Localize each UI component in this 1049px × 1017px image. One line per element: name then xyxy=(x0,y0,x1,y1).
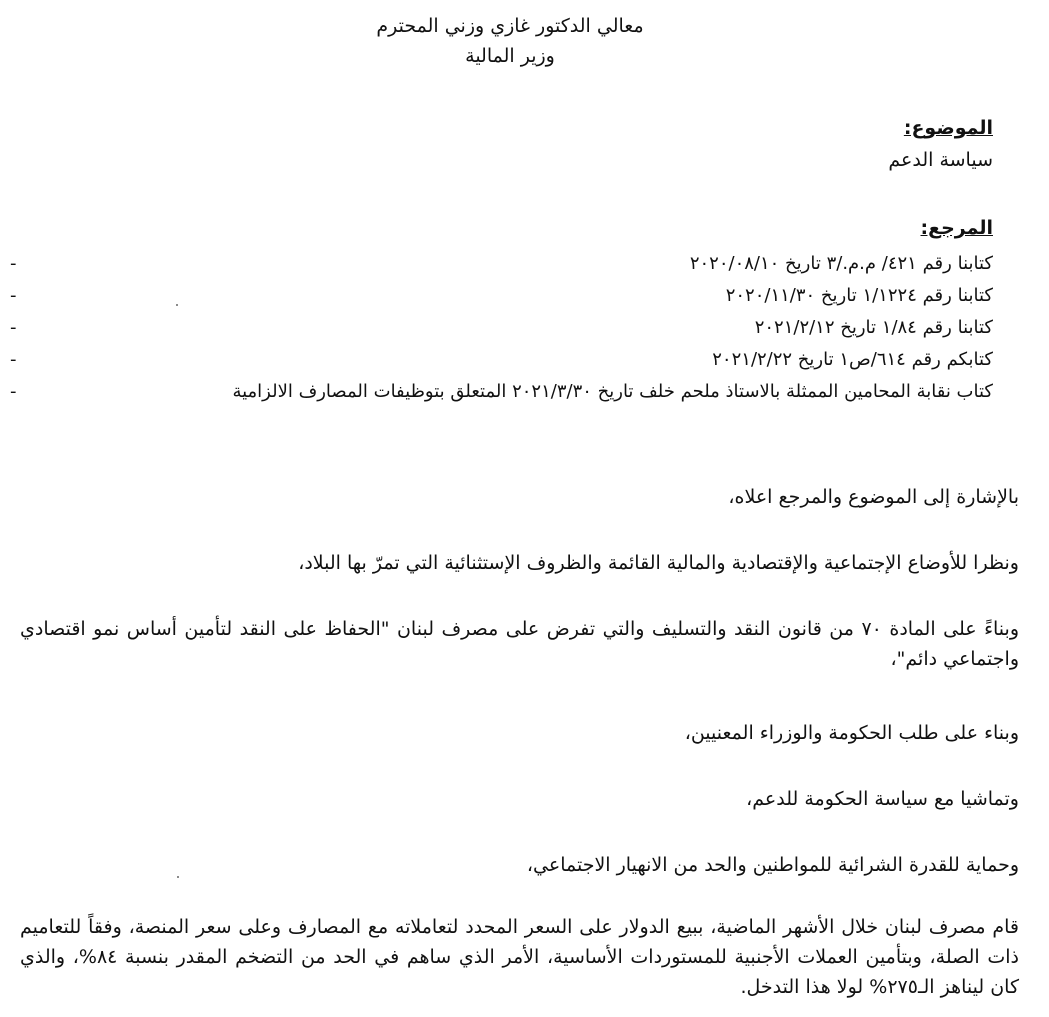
bullet-dash: - xyxy=(10,381,17,402)
reference-label: المرجع: xyxy=(920,217,993,239)
scan-speck xyxy=(176,304,178,306)
reference-item-text: كتابنا رقم ١/٨٤ تاريخ ٢٠٢١/٢/١٢ xyxy=(754,317,993,338)
reference-item-text: كتاب نقابة المحامين الممثلة بالاستاذ ملحم خلف تاريخ ٢٠٢١/٣/٣٠ المتعلق بتوظيفات المصارف الالزامية xyxy=(232,381,993,402)
subject-label: الموضوع: xyxy=(903,117,993,139)
subject-value: سياسة الدعم xyxy=(888,149,993,171)
reference-item-text: كتابنا رقم ١/١٢٢٤ تاريخ ٢٠٢٠/١١/٣٠ xyxy=(725,285,993,306)
bullet-dash: - xyxy=(10,349,17,370)
body-paragraph: بالإشارة إلى الموضوع والمرجع اعلاه، xyxy=(728,486,1019,508)
addressee-name: معالي الدكتور غازي وزني المحترم xyxy=(376,15,644,37)
body-paragraph: ونظرا للأوضاع الإجتماعية والإقتصادية والمالية القائمة والظروف الإستثنائية التي تمرّ بها البلاد، xyxy=(298,552,1019,574)
body-paragraph: وبناء على طلب الحكومة والوزراء المعنيين، xyxy=(684,722,1019,744)
bullet-dash: - xyxy=(10,285,17,306)
scan-speck xyxy=(177,876,179,878)
body-paragraph: قام مصرف لبنان خلال الأشهر الماضية، ببيع الدولار على السعر المحدد لتعاملاته مع المصارف وعلى سعر المنصة، وفقاً للتعاميم ذات الصلة، وبتأمين العملات الأجنبية للمستوردات الأساسية، الأمر الذي ساهم في الحد من التضخم المقدر بنسبة ٨٤%، والذي كان ليناهز الـ٢٧٥% لولا هذا التدخل. xyxy=(20,916,1019,998)
body-paragraph: وتماشيا مع سياسة الحكومة للدعم، xyxy=(746,788,1019,810)
reference-item-text: كتابنا رقم ٤٢١/ م.م./٣ تاريخ ٢٠٢٠/٠٨/١٠ xyxy=(689,253,993,274)
bullet-dash: - xyxy=(10,317,17,338)
addressee-title: وزير المالية xyxy=(465,45,555,67)
reference-item-text: كتابكم رقم ٦١٤/ص١ تاريخ ٢٠٢١/٢/٢٢ xyxy=(712,349,993,370)
body-paragraph: وبناءً على المادة ٧٠ من قانون النقد والتسليف والتي تفرض على مصرف لبنان "الحفاظ على النقد لتأمين أساس نمو اقتصادي واجتماعي دائم"، xyxy=(20,618,1019,670)
bullet-dash: - xyxy=(10,253,17,274)
body-paragraph: وحماية للقدرة الشرائية للمواطنين والحد من الانهيار الاجتماعي، xyxy=(526,854,1019,876)
